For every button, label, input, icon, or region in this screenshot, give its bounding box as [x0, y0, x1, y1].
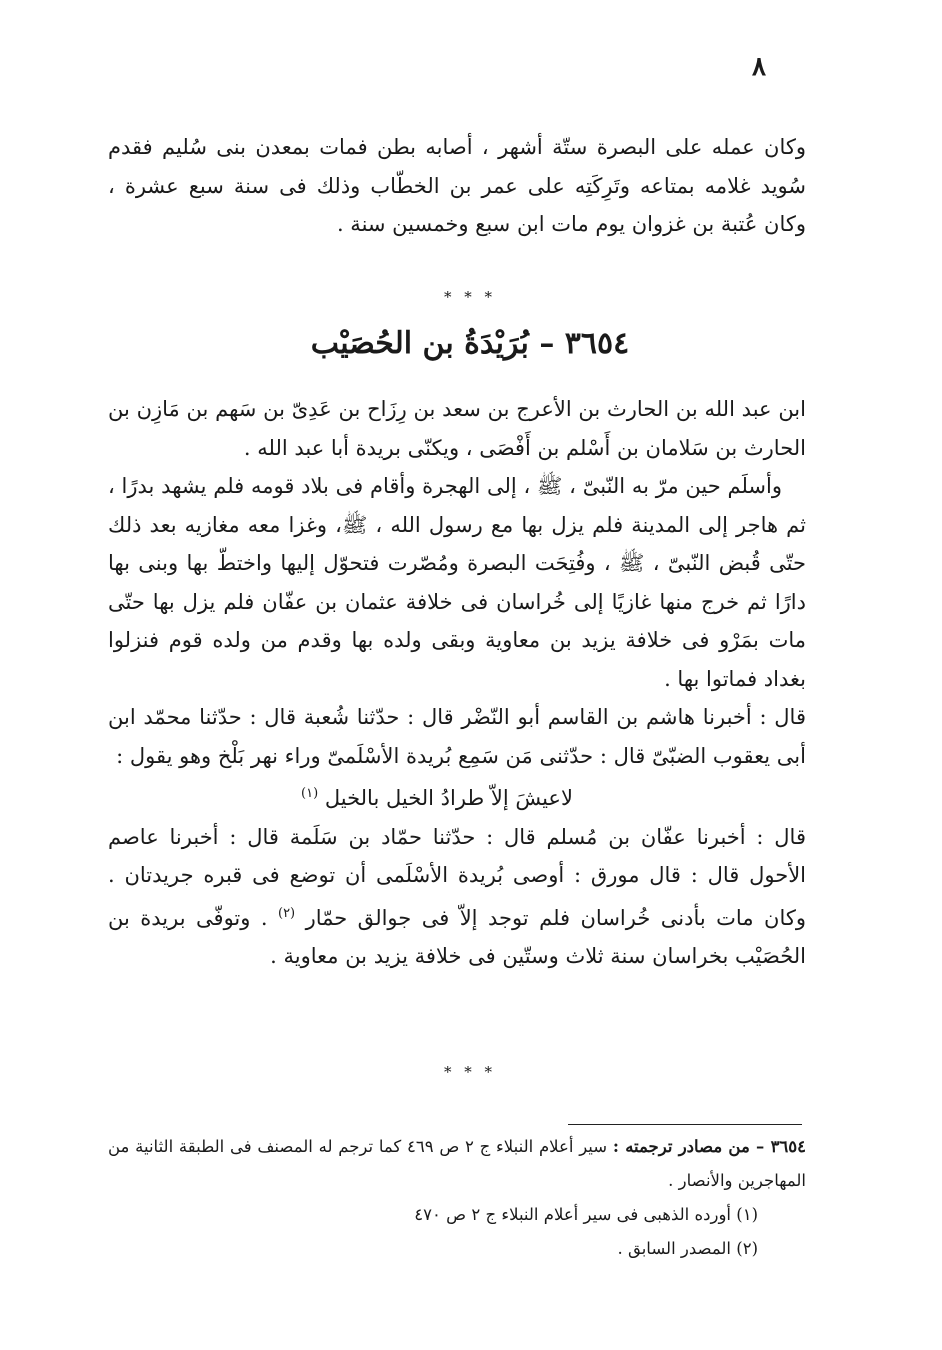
section-separator-bottom: * * * — [443, 1063, 497, 1081]
footnote-sources-label: ٣٦٥٤ – من مصادر ترجمته : — [612, 1137, 807, 1156]
narration-2-end: . وتوفّى بريدة بن الحُصَيْب بخراسان سنة ثلاث وستّين فى خلافة يزيد بن معاوية . — [108, 905, 806, 968]
section-separator-top: * * * — [443, 288, 497, 306]
lineage-paragraph: ابن عبد الله بن الحارث بن الأعرج بن سعد بن رِزَاح بن عَدِىّ بن سَهم بن مَازِن بن الحارث بن سَلامان بن أَسْلم بن أَفْصَى ، ويكنّى بريدة أبا عبد الله . — [108, 397, 806, 460]
biography-paragraph: وأسلَم حين مرّ به النّبىّ ، ﷺ ، إلى الهجرة وأقام فى بلاد قومه فلم يشهد بدرًا ، ثم هاجر إلى المدينة فلم يزل بها مع رسول الله ، ﷺ، وغزا معه مغازيه بعد ذلك حتّى قُبض النّبىّ ، ﷺ ، وفُتِحَت البصرة ومُصّرت فتحوّل إليها واختطّ بها وبنى بها دارًا ثم خرج منها غازيًا إلى خُراسان فى خلافة عثمان بن عفّان فلم يزل بها حتّى مات بمَرْو فى خلافة يزيد بن معاوية وبقى ولده بها وقدم من ولده قوم فنزلوا بغداد فماتوا بها . — [108, 474, 806, 691]
intro-paragraph: وكان عمله على البصرة ستّة أشهر ، أصابه بطن فمات بمعدن بنى سُليم فقدم سُويد غلامه بمتاعه وتَرِكَتِه على عمر بن الخطّاب وذلك فى سنة سبع عشرة ، وكان عُتبة بن غزوان يوم مات ابن سبع وخمسين سنة . — [108, 135, 806, 236]
footnotes — [108, 1130, 806, 1266]
footnote-sources — [108, 1130, 806, 1198]
entry-heading: ٣٦٥٤ – بُرَيْدَةُ بن الحُصَيْب — [310, 326, 630, 361]
footnote-ref-2: (٢) — [277, 905, 296, 921]
entry-body — [108, 390, 806, 976]
narration-paragraph-1: قال : أخبرنا هاشم بن القاسم أبو النّضْر قال : حدّثنا شُعبة قال : حدّثنا محمّد ابن أبى يعقوب الضبّىّ قال : حدّثنى مَن سَمِع بُريدة الأسْلَمىّ وراء نهر بَلْخ وهو يقول : — [108, 705, 806, 768]
footnote-divider — [568, 1124, 802, 1125]
footnote-sources-text: سير أعلام النبلاء ج ٢ ص ٤٦٩ كما ترجم له المصنف فى الطبقة الثانية من المهاجرين والأنصار . — [108, 1137, 806, 1190]
verse-line — [108, 775, 806, 818]
footnote-1: (١) أورده الذهبى فى سير أعلام النبلاء ج ٢ ص ٤٧٠ — [414, 1205, 758, 1224]
verse-text: لاعيشَ إلاّ طرادُ الخيل بالخيل — [324, 786, 573, 810]
page-number: ٨ — [752, 52, 766, 82]
narration-paragraph-2 — [108, 818, 806, 976]
intro-text-block — [108, 128, 806, 244]
footnote-2: (٢) المصدر السابق . — [617, 1239, 758, 1258]
footnote-ref-1: (١) — [301, 786, 319, 801]
narration-2-text: قال : أخبرنا عفّان بن مُسلم قال : حدّثنا حمّاد بن سَلَمة قال : أخبرنا عاصم الأحول قال : قال مورق : أوصى بُريدة الأسْلَمى أن توضع فى قبره جريدتان . وكان مات بأدنى خُراسان فلم توجد إلاّ فى جوالق حمّار — [108, 824, 806, 930]
